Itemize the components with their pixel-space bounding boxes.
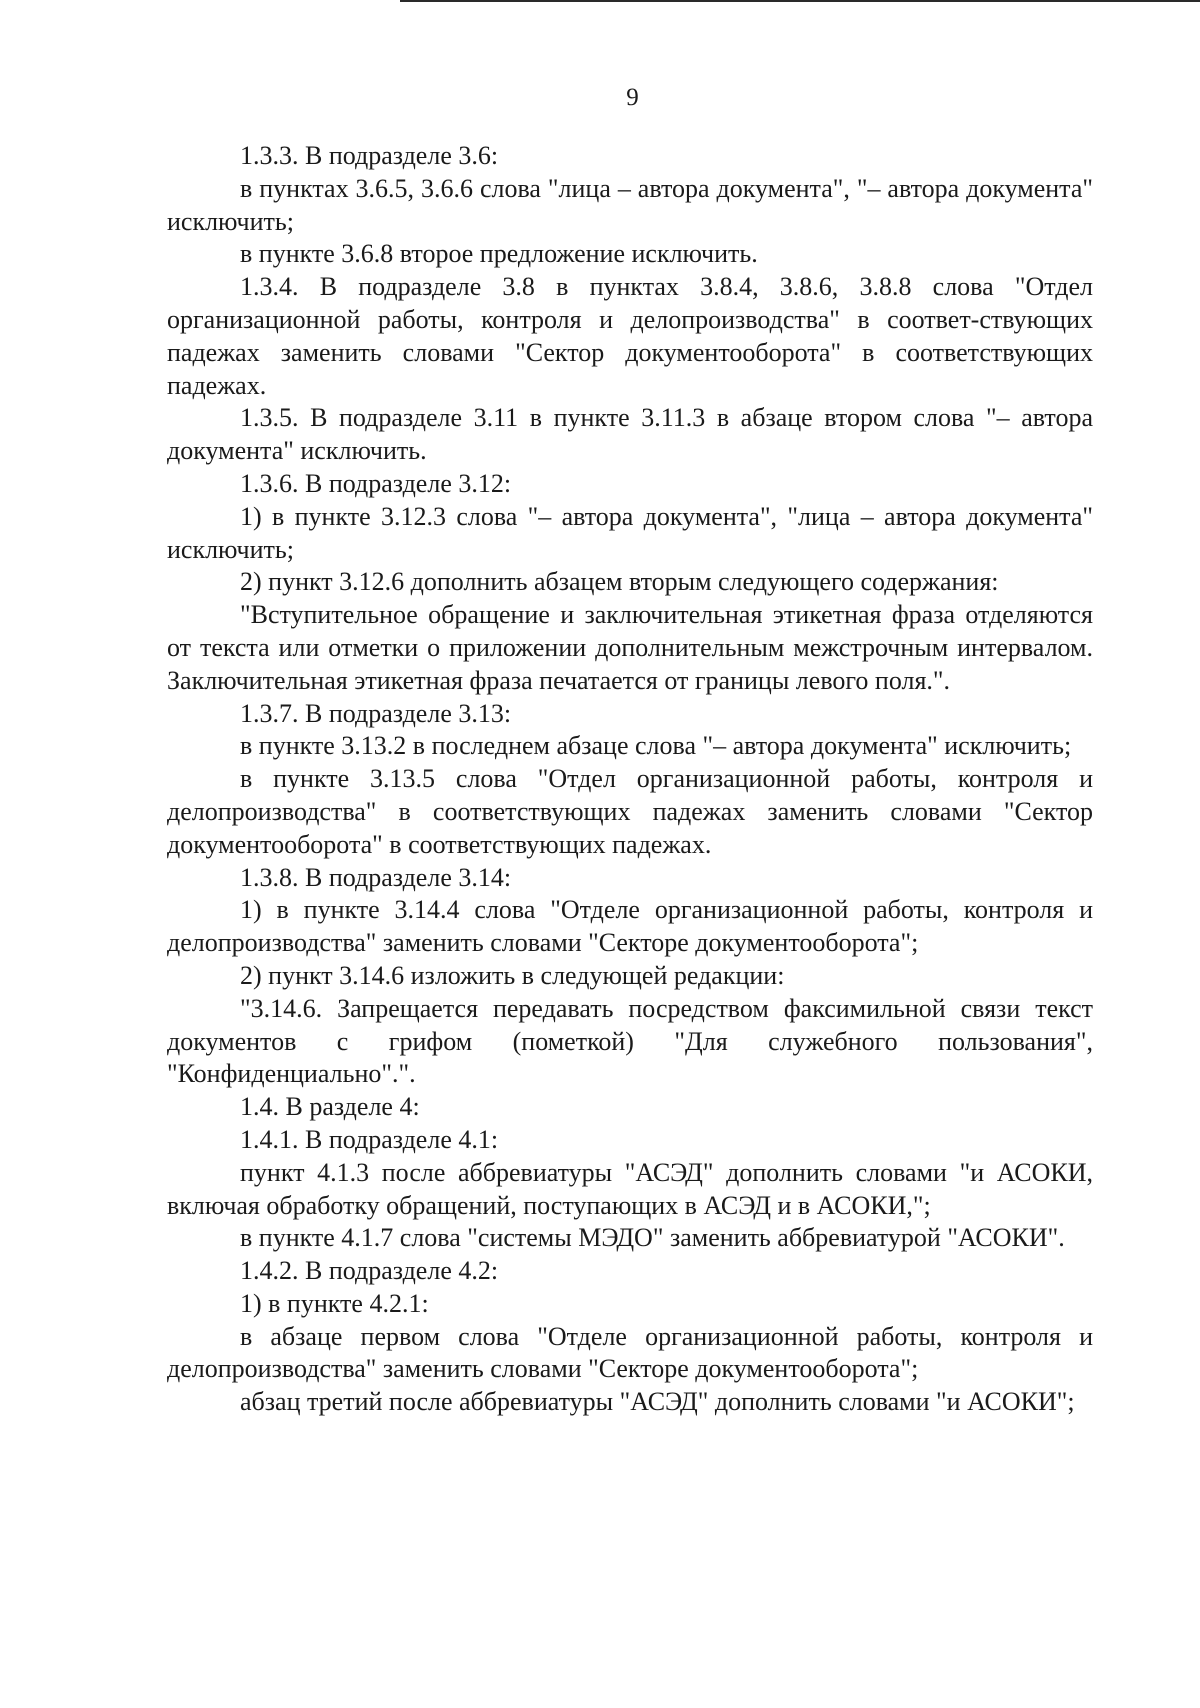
paragraph: в пункте 3.13.2 в последнем абзаце слова "– автора документа" исключить; bbox=[240, 731, 1072, 761]
paragraph: в пункте 3.6.8 второе предложение исключить. bbox=[240, 239, 758, 269]
page-number: 9 bbox=[626, 84, 639, 111]
paragraph: в пункте 4.1.7 слова "системы МЭДО" заменить аббревиатурой "АСОКИ". bbox=[240, 1223, 1065, 1253]
quoted-paragraph: "Вступительное обращение и заключительная этикетная фраза отделяются от текста или отметки о приложении дополнительным межстрочным интервалом. Заключительная этикетная фраза печатается от границы левого поля.". bbox=[167, 600, 1093, 695]
top-edge-line bbox=[400, 0, 1200, 2]
paragraph-1-3-8-heading: 1.3.8. В подразделе 3.14: bbox=[240, 862, 512, 892]
paragraph-1-3-7-heading: 1.3.7. В подразделе 3.13: bbox=[240, 698, 512, 728]
paragraph-1-3-4: 1.3.4. В подразделе 3.8 в пунктах 3.8.4, 3.8.6, 3.8.8 слова "Отдел организационной работы, контроля и делопроизводства" в соответ-ствующих падежах заменить словами "Сектор документооборота" в соответствующих падежах. bbox=[167, 272, 1093, 400]
paragraph: 1) в пункте 4.2.1: bbox=[240, 1288, 429, 1318]
paragraph-1-4-1-heading: 1.4.1. В подразделе 4.1: bbox=[240, 1124, 499, 1154]
quoted-paragraph: "3.14.6. Запрещается передавать посредством факсимильной связи текст документов с грифом (пометкой) "Для служебного пользования", "Конфиденциально".". bbox=[167, 993, 1093, 1089]
paragraph: в пунктах 3.6.5, 3.6.6 слова "лица – автора документа", "– автора документа" исключить; bbox=[167, 173, 1093, 236]
paragraph: абзац третий после аббревиатуры "АСЭД" дополнить словами "и АСОКИ"; bbox=[240, 1387, 1075, 1417]
paragraph: 1) в пункте 3.14.4 слова "Отделе организационной работы, контроля и делопроизводства" заменить словами "Секторе документооборота"; bbox=[167, 895, 1093, 958]
paragraph-1-3-5: 1.3.5. В подразделе 3.11 в пункте 3.11.3 в абзаце втором слова "– автора документа" исключить. bbox=[167, 403, 1093, 466]
paragraph-1-3-3-heading: 1.3.3. В подразделе 3.6: bbox=[240, 141, 499, 170]
paragraph: 1) в пункте 3.12.3 слова "– автора документа", "лица – автора документа" исключить; bbox=[167, 501, 1093, 564]
document-body bbox=[167, 140, 1093, 1419]
paragraph-1-3-6-heading: 1.3.6. В подразделе 3.12: bbox=[240, 468, 512, 498]
paragraph: 2) пункт 3.12.6 дополнить абзацем вторым следующего содержания: bbox=[240, 567, 999, 597]
paragraph: 2) пункт 3.14.6 изложить в следующей редакции: bbox=[240, 960, 785, 990]
paragraph: в абзаце первом слова "Отделе организационной работы, контроля и делопроизводства" заменить словами "Секторе документооборота"; bbox=[167, 1321, 1093, 1384]
paragraph: в пункте 3.13.5 слова "Отдел организационной работы, контроля и делопроизводства" в соответствующих падежах заменить словами "Сектор документооборота" в соответствующих падежах. bbox=[167, 764, 1093, 859]
paragraph-1-4-heading: 1.4. В разделе 4: bbox=[240, 1092, 420, 1122]
paragraph-1-4-2-heading: 1.4.2. В подразделе 4.2: bbox=[240, 1256, 499, 1286]
paragraph: пункт 4.1.3 после аббревиатуры "АСЭД" дополнить словами "и АСОКИ, включая обработку обращений, поступающих в АСЭД и в АСОКИ,"; bbox=[167, 1157, 1093, 1220]
